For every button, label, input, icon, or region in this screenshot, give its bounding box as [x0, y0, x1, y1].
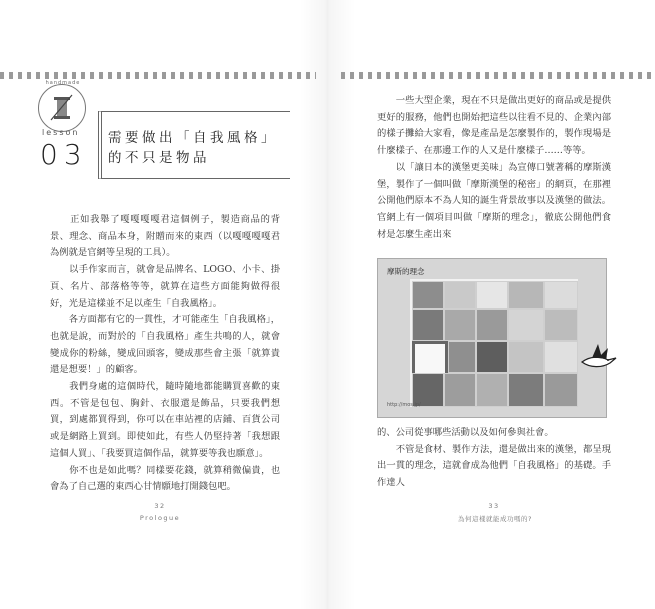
badge-arc-text: handmade [45, 80, 81, 86]
photo-tile [412, 309, 444, 341]
heading-line-2: 的不只是物品 [108, 150, 210, 166]
photo-tile [544, 341, 578, 373]
photo-tile [444, 373, 476, 407]
paragraph: 正如我舉了嘎嘎嘎嘎君這個例子，製造商品的背景、理念、商品本身，附贈而來的東西（以嘎嘎嘎嘎君為例就是官網等呈現的工具）。 [50, 214, 280, 259]
paragraph: 我們身處的這個時代，隨時隨地都能購買喜歡的東西。不管是包包、胸針、衣服還是飾品，只要我們想買，到處都買得到，你可以在車站裡的店鋪、百貨公司或是網路上買到。即使如此，有些人仍堅持著「我想跟這個人買」、「我要買這個作品，就算要等我也願意」。 [50, 381, 280, 459]
photo-tile-highlighted [412, 341, 448, 377]
right-body-text-bottom [377, 425, 611, 492]
photo-tile [508, 341, 544, 373]
spool-needle-icon [39, 85, 85, 131]
lesson-label: lesson [42, 128, 80, 137]
paragraph: 不管是食材、製作方法，還是做出來的漢堡，都呈現出一貫的理念，這就會成為他們「自我風格」的基礎。手作達人 [377, 443, 611, 489]
photo-tile [544, 281, 578, 309]
photo-tile [508, 281, 544, 309]
figure-title: 摩斯的理念 [387, 267, 425, 276]
photo-tile [476, 281, 508, 309]
lesson-number: 03 [40, 138, 88, 171]
photo-tile [476, 373, 508, 407]
bird-illustration-icon [578, 340, 620, 374]
right-page-number: 33 [488, 502, 500, 510]
chapter-heading [108, 128, 288, 168]
heading-line-1: 需要做出「自我風格」 [108, 130, 278, 146]
paragraph: 你不也是如此嗎？同樣要花錢，就算稍微偏貴，也會為了自己選的東西心甘情願地打開錢包吧。 [50, 464, 280, 493]
page-gutter [300, 0, 355, 609]
photo-tile [412, 281, 444, 309]
photo-tile [444, 281, 476, 309]
left-page-number: 32 [154, 502, 166, 510]
photo-tile [476, 341, 508, 373]
left-running-footer: Prologue [139, 514, 181, 522]
paragraph: 以手作家而言，就會是品牌名、LOGO、小卡、掛頁、名片、部落格等等，就算在這些方面能夠做得很好，光是這樣並不足以產生「自我風格」。 [50, 264, 280, 309]
figure-url: http://mos.jp/ [387, 402, 421, 408]
photo-tile [444, 309, 476, 341]
paragraph: 一些大型企業，現在不只是做出更好的商品或是提供更好的服務，他們也開始把這些以往看不見的、企業內部的樣子攤給大家看，像是產品是怎麼製作的，製作現場是什麼樣子、在那邊工作的人又是什麼樣子……等等。 [377, 95, 611, 157]
right-running-footer: 為何這樣就能成功嗎的? [458, 515, 532, 523]
paragraph: 以「讓日本的漢堡更美味」為宣傳口號著稱的摩斯漢堡，製作了一個叫做「摩斯漢堡的秘密」的網頁，在那裡公開他們原本不為人知的誕生背景故事以及漢堡的做法。官網上有一個項目叫做「摩斯的理念」，徹底公開他們食材是怎麼生產出來 [377, 161, 611, 240]
right-stripe-band [341, 72, 655, 79]
lesson-badge [38, 84, 86, 132]
photo-tile [508, 309, 544, 341]
left-body-text [50, 212, 280, 496]
website-screenshot-figure [377, 258, 607, 418]
photo-tile [544, 373, 578, 407]
paragraph: 各方面都有它的一貫性，才可能產生「自我風格」，也就是說，而對於的「自我風格」產生共鳴的人，就會變成你的粉絲，變成回頭客，變成那些會主張「就算貴還是想要！」的顧客。 [50, 314, 280, 376]
paragraph: 的、公司從事哪些活動以及如何參與社會。 [377, 427, 554, 438]
photo-tile [508, 373, 544, 407]
left-stripe-band [0, 72, 316, 79]
right-body-text-top [377, 93, 611, 243]
photo-tile [476, 309, 508, 341]
photo-tile [544, 309, 578, 341]
photo-tile [448, 341, 476, 373]
figure-photo-grid [410, 279, 578, 407]
